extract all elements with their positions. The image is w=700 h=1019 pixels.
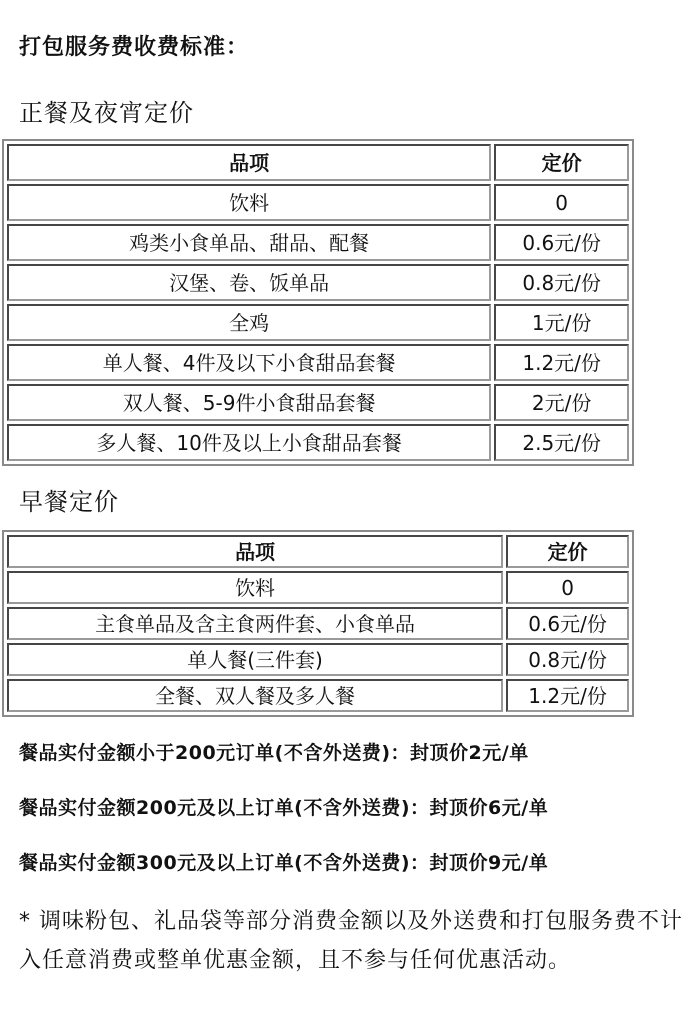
item-cell: 鸡类小食单品、甜品、配餐 bbox=[7, 224, 491, 261]
footnote: * 调味粉包、礼品袋等部分消费金额以及外送费和打包服务费不计入任意消费或整单优惠金额，且不参与任何优惠活动。 bbox=[19, 909, 683, 973]
item-cell: 饮料 bbox=[7, 184, 491, 221]
price-cell: 0.8元/份 bbox=[506, 643, 629, 676]
header-item: 品项 bbox=[7, 535, 503, 568]
price-cell: 1.2元/份 bbox=[494, 344, 629, 381]
item-cell: 全餐、双人餐及多人餐 bbox=[7, 679, 503, 712]
header-price: 定价 bbox=[494, 144, 629, 181]
item-cell: 全鸡 bbox=[7, 304, 491, 341]
cap-note-200-plus: 餐品实付金额200元及以上订单(不含外送费)：封顶价6元/单 bbox=[19, 797, 549, 819]
table-row bbox=[7, 679, 629, 712]
price-cell: 0 bbox=[506, 571, 629, 604]
table-row bbox=[7, 607, 629, 640]
cap-note-under-200: 餐品实付金额小于200元订单(不含外送费)：封顶价2元/单 bbox=[19, 742, 529, 764]
table-row bbox=[7, 344, 629, 381]
table-row bbox=[7, 571, 629, 604]
table-row bbox=[7, 643, 629, 676]
price-cell: 1元/份 bbox=[494, 304, 629, 341]
header-price: 定价 bbox=[506, 535, 629, 568]
price-cell: 0 bbox=[494, 184, 629, 221]
dinner-section-heading: 正餐及夜宵定价 bbox=[19, 99, 194, 127]
price-cell: 0.6元/份 bbox=[506, 607, 629, 640]
price-cell: 1.2元/份 bbox=[506, 679, 629, 712]
price-cell: 2元/份 bbox=[494, 384, 629, 421]
item-cell: 主食单品及含主食两件套、小食单品 bbox=[7, 607, 503, 640]
cap-note-300-plus: 餐品实付金额300元及以上订单(不含外送费)：封顶价9元/单 bbox=[19, 852, 549, 874]
price-cell: 0.6元/份 bbox=[494, 224, 629, 261]
table-header-row bbox=[7, 535, 629, 568]
table-row bbox=[7, 384, 629, 421]
item-cell: 双人餐、5-9件小食甜品套餐 bbox=[7, 384, 491, 421]
breakfast-price-table bbox=[2, 530, 634, 717]
price-cell: 0.8元/份 bbox=[494, 264, 629, 301]
table-row bbox=[7, 264, 629, 301]
item-cell: 多人餐、10件及以上小食甜品套餐 bbox=[7, 424, 491, 461]
table-row bbox=[7, 224, 629, 261]
item-cell: 单人餐、4件及以下小食甜品套餐 bbox=[7, 344, 491, 381]
table-row bbox=[7, 304, 629, 341]
price-cell: 2.5元/份 bbox=[494, 424, 629, 461]
page-title: 打包服务费收费标准： bbox=[19, 35, 250, 60]
table-row bbox=[7, 184, 629, 221]
header-item: 品项 bbox=[7, 144, 491, 181]
table-header-row bbox=[7, 144, 629, 181]
breakfast-section-heading: 早餐定价 bbox=[19, 488, 119, 516]
item-cell: 单人餐(三件套) bbox=[7, 643, 503, 676]
table-row bbox=[7, 424, 629, 461]
item-cell: 饮料 bbox=[7, 571, 503, 604]
dinner-price-table bbox=[2, 139, 634, 466]
item-cell: 汉堡、卷、饭单品 bbox=[7, 264, 491, 301]
